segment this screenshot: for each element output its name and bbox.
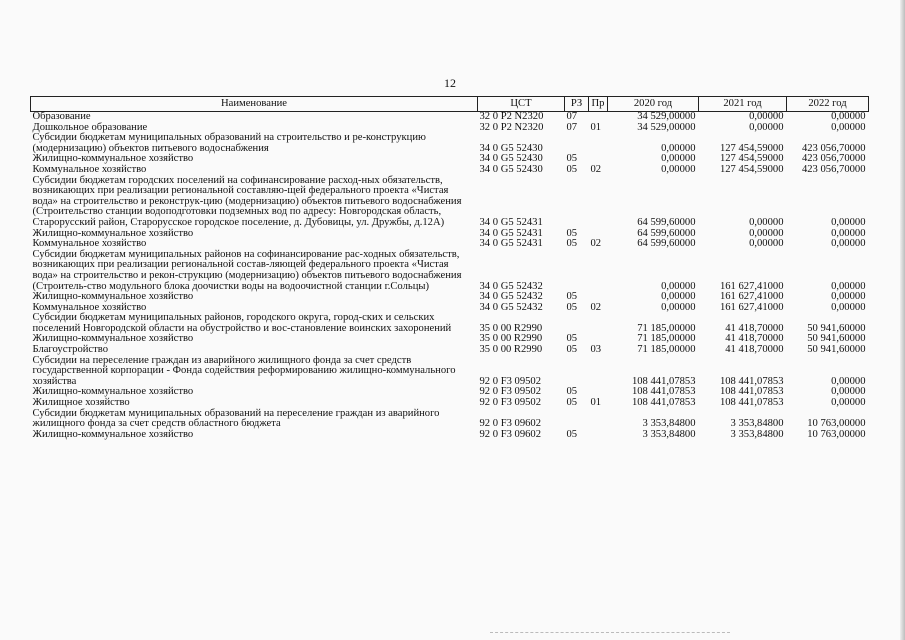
cell-y2021: 41 418,70000 [725,322,784,334]
cell-y2020: 108 441,07853 [631,386,696,398]
cell-pr [589,176,608,229]
cell-cst: 35 0 00 R2990 [479,322,543,334]
table-body [31,112,869,441]
cell-y2020: 34 529,00000 [637,111,696,122]
cell-y2020: 0,00000 [661,142,696,154]
cell-name: Жилищно-коммунальное хозяйство [32,386,194,398]
cell-name: Субсидии на переселение граждан из аварийного жилищного фонда за счет средств государственной корпорации - Фонда содействия реформированию жилищно-коммунального хозяйства [32,354,456,387]
cell-name: Жилищно-коммунальное хозяйство [32,333,194,345]
header-name: Наименование [31,97,478,112]
cell-y2022: 0,00000 [831,238,866,250]
cell-y2022: 423 056,70000 [801,153,866,165]
cell-name: Субсидии бюджетам муниципальных образований на строительство и ре-конструкцию (модернизацию) объектов питьевого водоснабжения [32,132,426,154]
table-header-row [31,97,869,112]
table-row [31,409,869,430]
header-2021: 2021 год [699,97,787,112]
cell-pr [589,313,608,334]
cell-name: Жилищно-коммунальное хозяйство [32,291,194,303]
cell-y2021: 161 627,41000 [719,280,784,292]
cell-y2020: 64 599,60000 [637,227,696,239]
cell-rz: 05 [566,386,578,398]
cell-y2022: 50 941,60000 [807,344,866,356]
cell-y2022: 0,00000 [831,227,866,239]
scan-edge-shadow [900,0,905,640]
cell-rz: 05 [566,301,578,313]
cell-name: Субсидии бюджетам муниципальных районов на софинансирование рас-ходных обязательств, возникающих при реализации региональной состав-ляющей федерального проекта «Чистая вода» на строительство и рекон-струкцию (модернизацию) объектов питьевого водоснабжения (Строитель-ство модульного блока доочистки воды на водоочистной станции г.Сольцы) [32,248,462,292]
cell-y2020: 0,00000 [661,291,696,303]
cell-cst: 34 0 G5 52430 [479,163,543,175]
cell-y2020: 64 599,60000 [637,238,696,250]
cell-name: Благоустройство [32,344,108,356]
cell-y2021: 41 418,70000 [725,333,784,345]
cell-y2022: 0,00000 [831,121,866,133]
cell-y2021: 161 627,41000 [719,291,784,303]
cell-y2021: 108 441,07853 [719,397,784,409]
cell-cst: 34 0 G5 52431 [479,227,543,239]
header-pr: Пр [589,97,608,112]
cell-cst: 92 0 F3 09502 [479,386,542,398]
cell-rz: 05 [566,291,578,303]
cell-cst: 32 0 P2 N2320 [479,121,544,133]
cell-pr [589,133,608,154]
cell-y2021: 41 418,70000 [725,344,784,356]
cell-y2022: 0,00000 [831,216,866,228]
cell-y2020: 0,00000 [661,153,696,165]
cell-y2022: 50 941,60000 [807,322,866,334]
cell-y2021: 0,00000 [749,238,784,250]
cell-cst: 34 0 G5 52430 [479,153,543,165]
cell-pr: 02 [590,238,602,250]
cell-y2020: 71 185,00000 [637,322,696,334]
cell-y2021: 161 627,41000 [719,301,784,313]
cell-y2022: 10 763,00000 [807,418,866,430]
cell-y2021: 3 353,84800 [730,428,784,440]
cell-rz [565,250,589,292]
cell-name: Субсидии бюджетам муниципальных районов, городского округа, город-ских и сельских поселений Новгородской области на обустройство и вос-становление воинских захоронений [32,312,452,334]
cell-name: Жилищное хозяйство [32,397,130,409]
cell-y2020: 64 599,60000 [637,216,696,228]
cell-cst: 34 0 G5 52432 [479,301,543,313]
cell-name: Субсидии бюджетам городских поселений на софинансирование расход-ных обязательств, возникающих при реализации региональной составляю-щей федерального проекта «Чистая вода» на строительство и реконструк-цию (модернизацию) объектов питьевого водоснабжения (Строительство станции водоподготовки подземных вод по адресу: Новгородская область, Старорусский район, Старорусское городское поселение, д. Дубовицы, ул. Дружбы, д.12А) [32,174,462,228]
cell-y2022: 50 941,60000 [807,333,866,345]
cell-cst: 34 0 G5 52431 [479,238,543,250]
cell-name: Коммунальное хозяйство [32,163,147,175]
table-row [31,313,869,334]
cell-name: Коммунальное хозяйство [32,238,147,250]
cell-y2020: 3 353,84800 [642,418,696,430]
cell-name: Образование [32,111,91,122]
cell-rz: 05 [566,227,578,239]
cell-rz: 05 [566,344,578,356]
table-row [31,165,869,176]
table-row [31,250,869,292]
cell-rz: 07 [566,121,578,133]
cell-name: Субсидии бюджетам муниципальных образований на переселение граждан из аварийного жилищного фонда за счет средств областного бюджета [32,407,440,430]
cell-cst: 34 0 G5 52431 [479,216,543,228]
cell-y2022: 423 056,70000 [801,142,866,154]
table-row [31,112,869,123]
cell-pr: 01 [590,121,602,133]
table-row [31,430,869,441]
cell-y2021: 127 454,59000 [719,142,784,154]
table-row [31,356,869,388]
cell-y2020: 0,00000 [661,280,696,292]
cell-y2022: 0,00000 [831,280,866,292]
cell-cst: 34 0 G5 52430 [479,142,543,154]
cell-pr [589,112,608,123]
cell-y2022: 0,00000 [831,397,866,409]
cell-cst: 34 0 G5 52432 [479,291,543,303]
cell-y2022: 10 763,00000 [807,428,866,440]
header-2020: 2020 год [608,97,699,112]
scan-artifact-line [490,632,730,635]
cell-y2022: 0,00000 [831,301,866,313]
cell-cst: 92 0 F3 09502 [479,375,542,387]
cell-pr [589,430,608,441]
cell-rz [565,176,589,229]
cell-y2020: 0,00000 [661,301,696,313]
cell-rz [565,409,589,430]
budget-table [30,96,869,440]
cell-cst: 35 0 00 R2990 [479,333,543,345]
cell-rz [565,133,589,154]
cell-rz: 05 [566,238,578,250]
cell-y2020: 34 529,00000 [637,121,696,133]
cell-name: Коммунальное хозяйство [32,301,147,313]
cell-name: Жилищно-коммунальное хозяйство [32,153,194,165]
cell-y2020: 108 441,07853 [631,375,696,387]
cell-rz [565,313,589,334]
cell-y2021: 108 441,07853 [719,386,784,398]
table-row [31,176,869,229]
page-number: 12 [444,76,456,90]
cell-pr: 03 [590,344,602,356]
cell-y2020: 0,00000 [661,163,696,175]
cell-y2021: 0,00000 [749,121,784,133]
cell-y2021: 127 454,59000 [719,163,784,175]
header-rz: РЗ [565,97,589,112]
cell-name: Дошкольное образование [32,121,148,133]
cell-cst: 92 0 F3 09602 [479,418,542,430]
cell-rz: 05 [566,397,578,409]
header-2022: 2022 год [787,97,869,112]
cell-y2022: 0,00000 [831,111,866,122]
cell-pr: 01 [590,397,602,409]
cell-y2021: 0,00000 [749,227,784,239]
cell-y2020: 71 185,00000 [637,344,696,356]
cell-rz: 05 [566,153,578,165]
cell-y2020: 71 185,00000 [637,333,696,345]
table-row [31,229,869,240]
header-cst: ЦСТ [478,97,565,112]
cell-pr [589,409,608,430]
cell-name: Жилищно-коммунальное хозяйство [32,227,194,239]
cell-rz: 05 [566,163,578,175]
cell-name: Жилищно-коммунальное хозяйство [32,428,194,440]
cell-pr [589,356,608,388]
cell-y2022: 0,00000 [831,375,866,387]
cell-y2021: 108 441,07853 [719,375,784,387]
cell-rz [565,356,589,388]
cell-y2021: 127 454,59000 [719,153,784,165]
cell-y2022: 0,00000 [831,291,866,303]
cell-y2021: 0,00000 [749,216,784,228]
cell-cst: 32 0 P2 N2320 [479,111,544,122]
cell-y2021: 3 353,84800 [730,418,784,430]
cell-cst: 92 0 F3 09602 [479,428,542,440]
table-row [31,133,869,154]
cell-y2022: 0,00000 [831,386,866,398]
cell-pr: 02 [590,163,602,175]
cell-y2020: 3 353,84800 [642,428,696,440]
cell-cst: 34 0 G5 52432 [479,280,543,292]
cell-rz: 07 [566,111,578,122]
cell-rz: 05 [566,428,578,440]
cell-cst: 35 0 00 R2990 [479,344,543,356]
cell-y2021: 0,00000 [749,111,784,122]
cell-y2020: 108 441,07853 [631,397,696,409]
cell-cst: 92 0 F3 09502 [479,397,542,409]
cell-pr [589,250,608,292]
cell-y2022: 423 056,70000 [801,163,866,175]
cell-pr: 02 [590,301,602,313]
cell-rz: 05 [566,333,578,345]
